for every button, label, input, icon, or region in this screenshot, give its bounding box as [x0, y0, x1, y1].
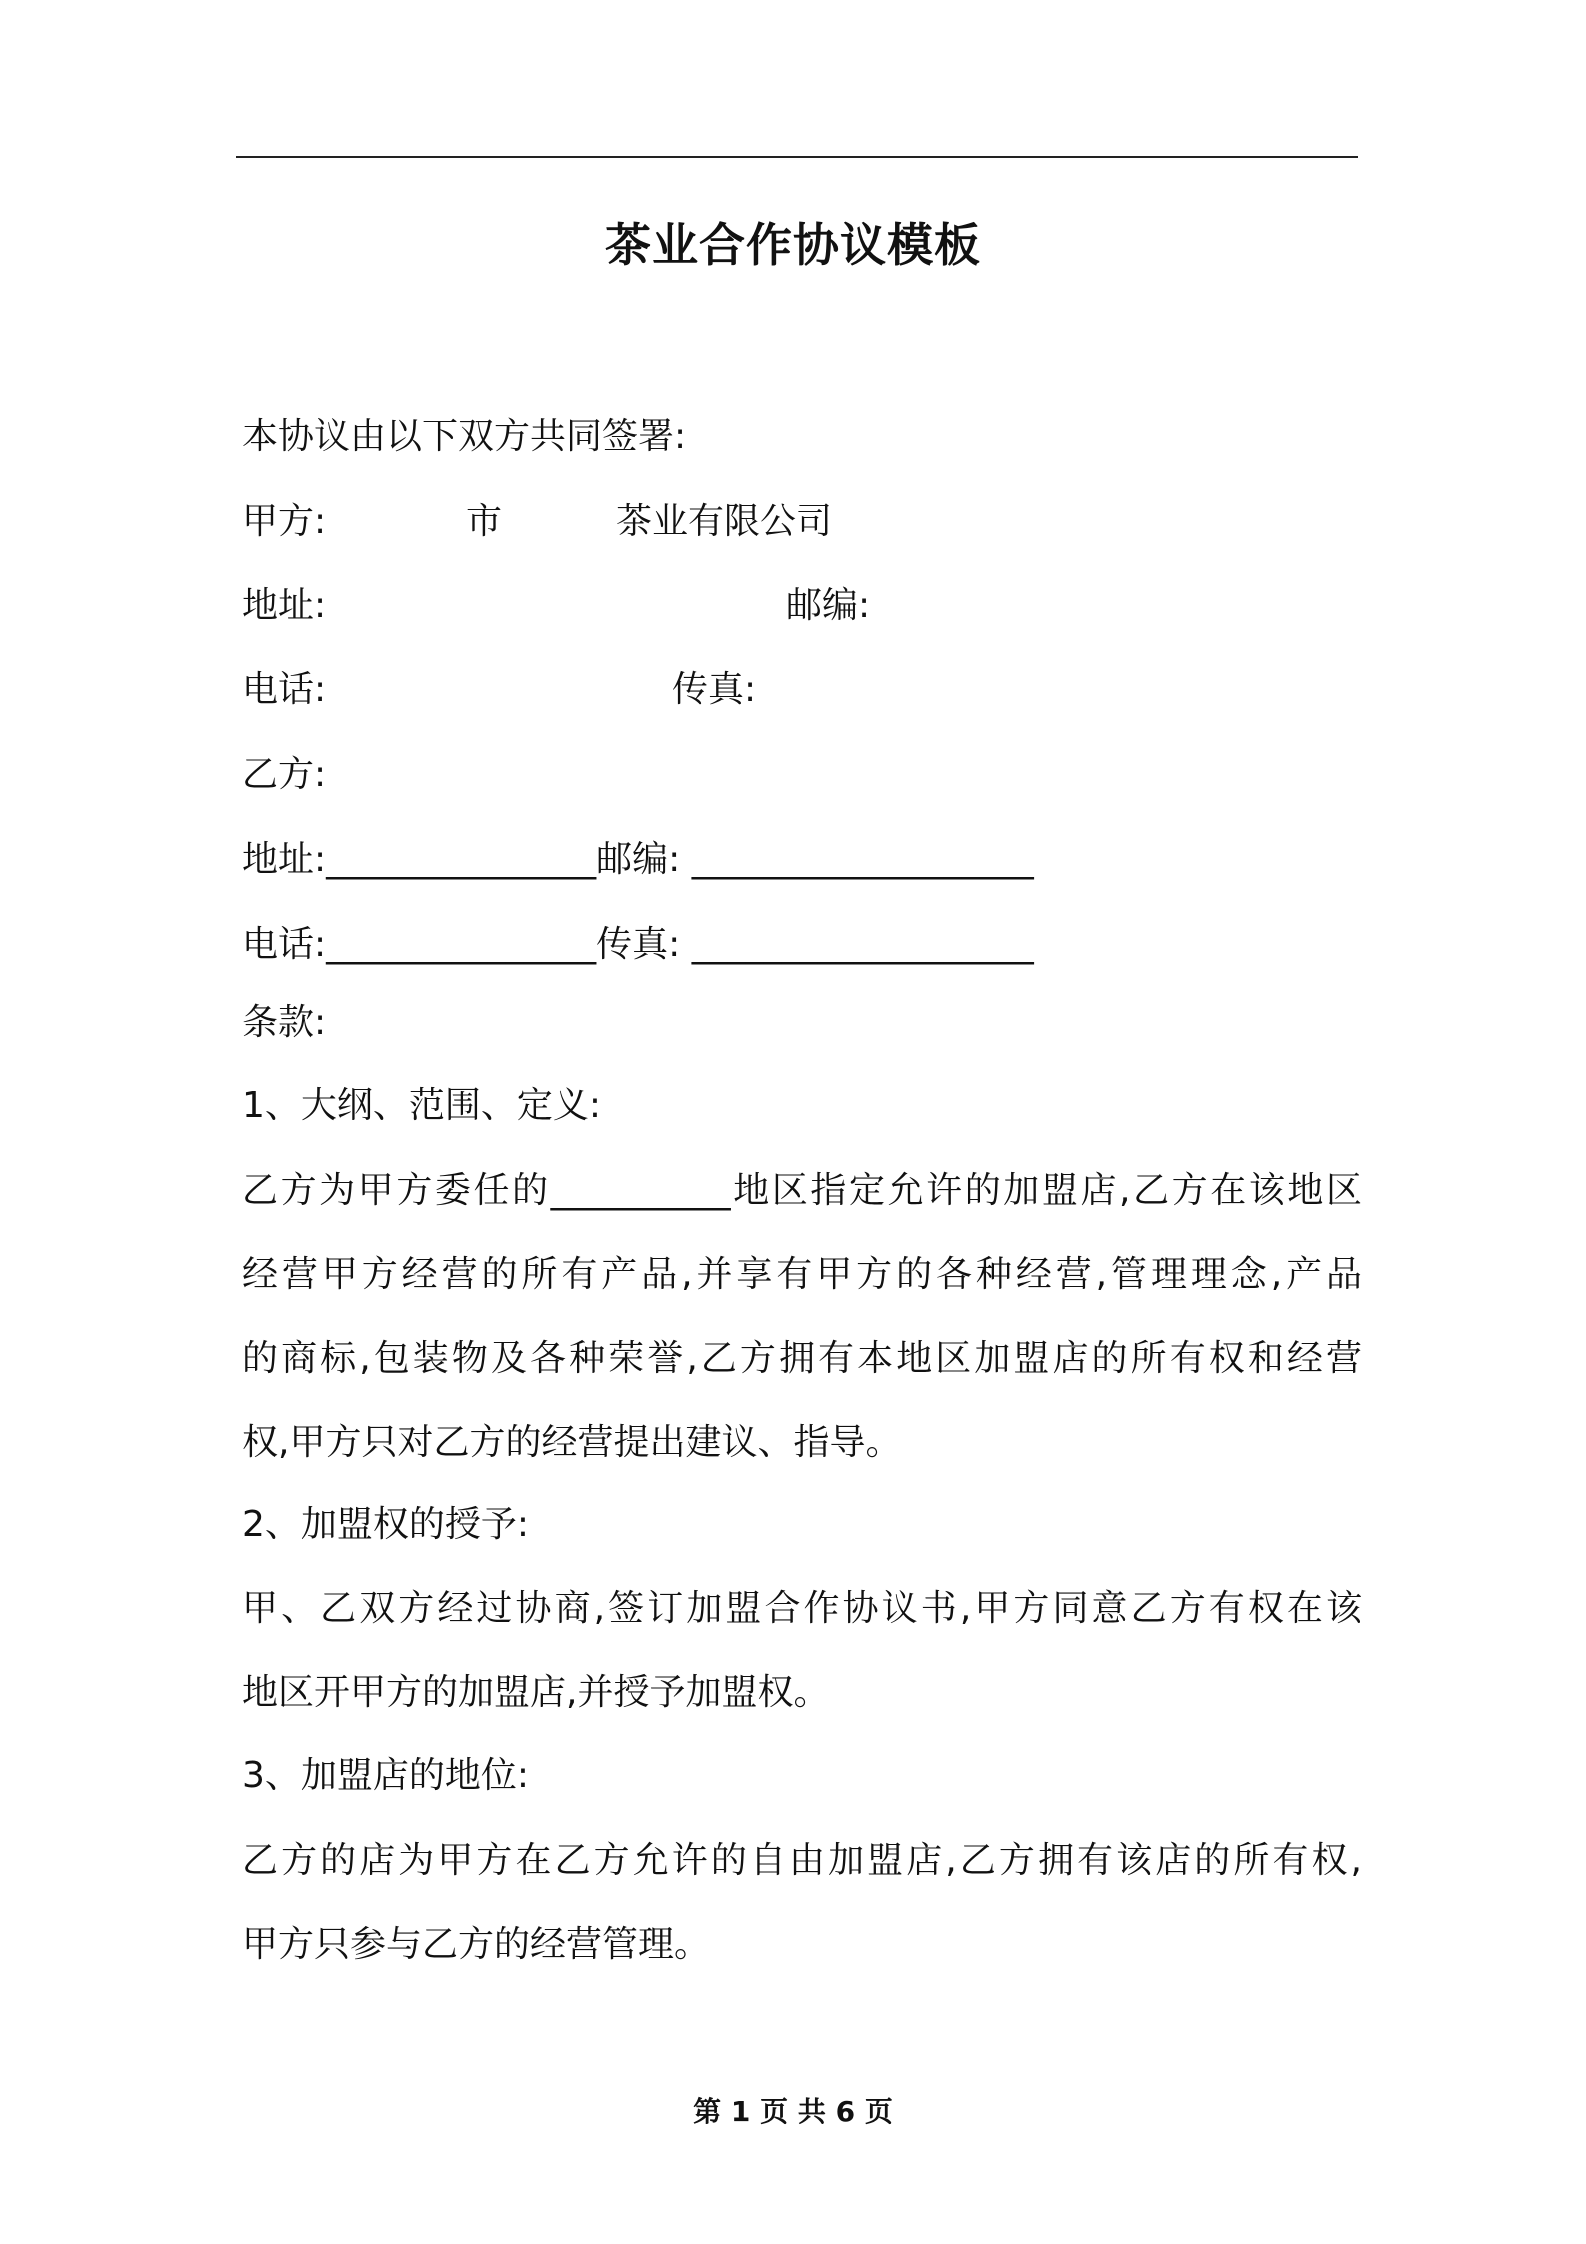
- intro-line: 本协议由以下双方共同签署:: [242, 416, 687, 457]
- party-a-address-label: 地址:: [242, 585, 327, 626]
- header-rule: [236, 156, 1358, 158]
- party-a-postcode-label: 邮编:: [786, 585, 871, 626]
- section-2-heading: 2、加盟权的授予:: [242, 1504, 530, 1545]
- section-1-body: [242, 1166, 1362, 1502]
- section-3-body: [242, 1836, 1362, 2004]
- party-b-phone-line: 电话:_______________传真: ___________________: [242, 924, 1034, 965]
- section-2-body: [242, 1584, 1362, 1752]
- document-title: 茶业合作协议模板: [605, 218, 981, 272]
- section-1-line: 权,甲方只对乙方的经营提出建议、指导。: [242, 1422, 902, 1463]
- party-b-label: 乙方:: [242, 754, 327, 795]
- section-3-line: 甲方只参与乙方的经营管理。: [242, 1924, 711, 1965]
- section-1-line: 经营甲方经营的所有产品,并享有甲方的各种经营,管理理念,产品: [242, 1254, 1362, 1295]
- party-a-fax-label: 传真:: [672, 669, 757, 710]
- section-2-line: 地区开甲方的加盟店,并授予加盟权。: [242, 1672, 830, 1713]
- party-a-label: 甲方:: [242, 501, 327, 542]
- section-1-line: 乙方为甲方委任的__________地区指定允许的加盟店,乙方在该地区: [242, 1170, 1362, 1211]
- section-3-line: 乙方的店为甲方在乙方允许的自由加盟店,乙方拥有该店的所有权,: [242, 1840, 1362, 1881]
- section-2-line: 甲、乙双方经过协商,签订加盟合作协议书,甲方同意乙方有权在该: [242, 1588, 1362, 1629]
- party-b-address-line: 地址:_______________邮编: ___________________: [242, 839, 1034, 880]
- party-a-company: 茶业有限公司: [616, 501, 833, 542]
- terms-label: 条款:: [242, 1002, 327, 1043]
- section-1-heading: 1、大纲、范围、定义:: [242, 1085, 602, 1126]
- section-3-heading: 3、加盟店的地位:: [242, 1755, 530, 1796]
- party-a-city: 市: [466, 501, 503, 542]
- page-number-footer: 第 1 页 共 6 页: [693, 2095, 893, 2128]
- party-a-phone-label: 电话:: [242, 669, 327, 710]
- section-1-line: 的商标,包装物及各种荣誉,乙方拥有本地区加盟店的所有权和经营: [242, 1338, 1362, 1379]
